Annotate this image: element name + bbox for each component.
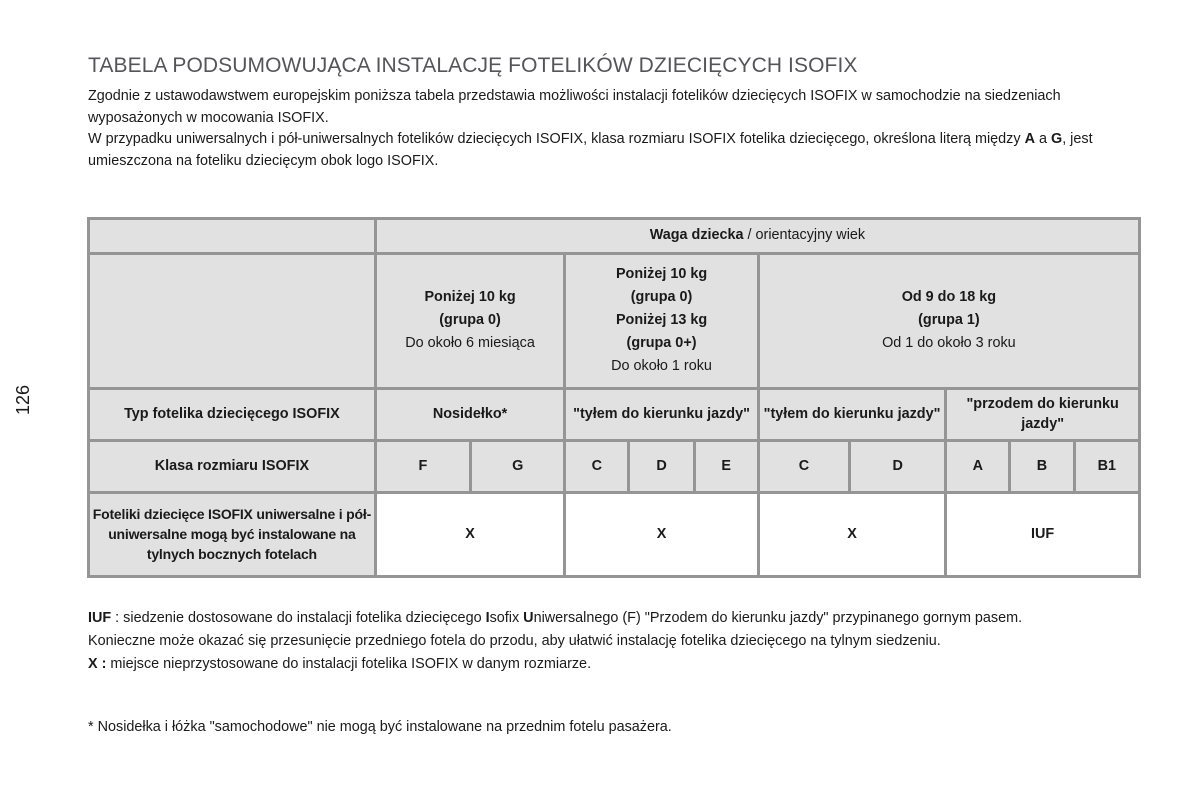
table-corner-cell	[90, 220, 374, 252]
note-text: miejsce nieprzystosowane do instalacji fotelika ISOFIX w danym rozmiarze.	[106, 656, 592, 672]
class-cell: F	[377, 442, 469, 491]
group-line: Od 1 do około 3 roku	[882, 335, 1016, 352]
group-line: (grupa 0+)	[626, 335, 697, 352]
groups-label-cell	[90, 255, 374, 387]
install-cell: X	[377, 494, 564, 575]
install-cell: IUF	[947, 494, 1138, 575]
type-cell: "tyłem do kierunku jazdy"	[566, 390, 756, 439]
weight-header-bold: Waga dziecka	[649, 227, 744, 244]
class-cell: E	[696, 442, 757, 491]
type-row-label: Typ fotelika dziecięcego ISOFIX	[90, 390, 374, 439]
class-cell: A	[947, 442, 1008, 491]
seat-note: Konieczne może okazać się przesunięcie przedniego fotela do przodu, aby ułatwić instalację fotelika dziecięcego na tylnym siedzeniu.	[88, 633, 941, 649]
intro-text	[88, 86, 1148, 172]
group-line: (grupa 1)	[918, 312, 980, 329]
class-letter-a: A	[1024, 131, 1035, 147]
table-row	[90, 220, 1138, 252]
type-cell: "przodem do kierunku jazdy"	[947, 390, 1138, 439]
isofix-summary-table	[87, 217, 1141, 578]
intro-text-span: a	[1034, 131, 1051, 147]
group-line: Do około 6 miesiąca	[405, 335, 535, 352]
class-cell: C	[566, 442, 627, 491]
group-line: (grupa 0)	[439, 312, 501, 329]
note-bold-letter: U	[523, 610, 534, 626]
group-line: Do około 1 roku	[611, 358, 712, 375]
class-cell: B1	[1076, 442, 1138, 491]
class-letter-g: G	[1050, 131, 1063, 147]
install-row-label: Foteliki dziecięce ISOFIX uniwersalne i pół-uniwersalne mogą być instalowane na tylnych bocznych fotelach	[90, 494, 374, 575]
x-term: X :	[88, 656, 107, 672]
class-cell: D	[630, 442, 692, 491]
page-title: TABELA PODSUMOWUJĄCA INSTALACJĘ FOTELIKÓW DZIECIĘCYCH ISOFIX	[88, 54, 858, 77]
intro-paragraph-2	[88, 129, 1148, 172]
group-line: Poniżej 10 kg	[615, 266, 708, 283]
footnote: * Nosidełka i łóżka "samochodowe" nie mogą być instalowane na przednim fotelu pasażera.	[88, 719, 672, 735]
group-line: Poniżej 13 kg	[615, 312, 708, 329]
iuf-term: IUF	[88, 610, 112, 626]
legend-notes	[88, 607, 1158, 676]
iuf-note	[88, 607, 1158, 630]
type-cell: "tyłem do kierunku jazdy"	[760, 390, 944, 439]
install-cell: X	[566, 494, 756, 575]
class-cell: C	[760, 442, 848, 491]
class-cell: B	[1011, 442, 1072, 491]
install-cell: X	[760, 494, 944, 575]
group-line: Od 9 do 18 kg	[901, 289, 997, 306]
intro-text-span: , jest umieszczona na foteliku dziecięcym obok logo ISOFIX.	[88, 131, 1093, 169]
weight-header-cell	[377, 220, 1138, 252]
note-text: niwersalnego (F) "Przodem do kierunku jazdy" przypinanego gornym pasem.	[533, 610, 1023, 626]
group-cell	[566, 255, 756, 387]
class-cell: D	[851, 442, 944, 491]
table-row	[90, 390, 1138, 439]
group-cell	[377, 255, 564, 387]
weight-header-rest: / orientacyjny wiek	[743, 227, 866, 244]
table-row	[90, 494, 1138, 575]
intro-paragraph-1: Zgodnie z ustawodawstwem europejskim poniższa tabela przedstawia możliwości instalacji fotelików dziecięcych ISOFIX w samochodzie na siedzeniach wyposażonych w mocowania ISOFIX.	[88, 88, 1061, 126]
page-number: 126	[13, 384, 33, 415]
class-cell: G	[472, 442, 563, 491]
group-line: (grupa 0)	[630, 289, 693, 306]
note-bold-letter: I	[485, 610, 490, 626]
group-line: Poniżej 10 kg	[424, 289, 516, 306]
table-row	[90, 255, 1138, 387]
group-cell	[760, 255, 1138, 387]
table-row	[90, 442, 1138, 491]
note-text: sofix	[489, 610, 524, 626]
class-row-label: Klasa rozmiaru ISOFIX	[90, 442, 374, 491]
intro-text-span: W przypadku uniwersalnych i pół-uniwersalnych fotelików dziecięcych ISOFIX, klasa rozmiaru ISOFIX fotelika dziecięcego, określona literą między	[88, 131, 1025, 147]
note-text: : siedzenie dostosowane do instalacji fotelika dziecięcego	[111, 610, 486, 626]
x-note	[88, 653, 1158, 676]
type-cell: Nosidełko*	[377, 390, 564, 439]
